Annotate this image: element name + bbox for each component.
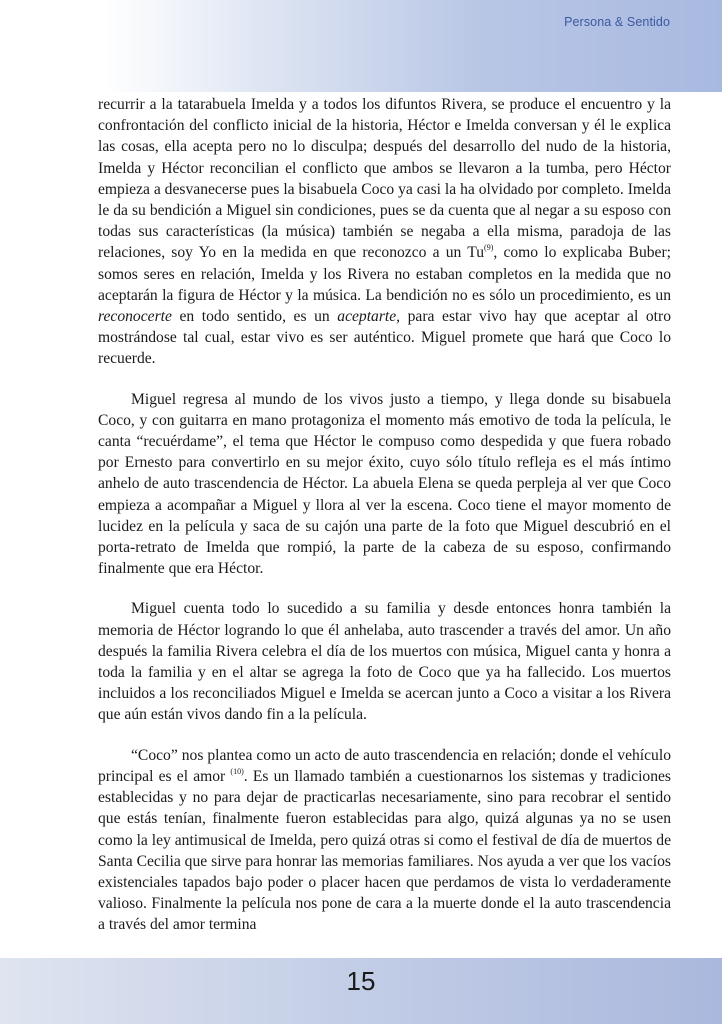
paragraph-1-text-a: recurrir a la tatarabuela Imelda y a todos los difuntos Rivera, se produce el encuentro y la confrontación del conflicto inicial de la historia, Héctor e Imelda conversan y él le explica las cosas, ella acepta pero no lo disculpa; después del desarrollo del nudo de la historia, Imelda y Héctor reconcilian el conflicto que ambos se llevaron a la tumba, pero Héctor empieza a desvanecerse pues la bisabuela Coco ya casi la ha olvidado por completo. Imelda le da su bendición a Miguel sin condiciones, pues se da cuenta que al negar a su esposo con todas sus características (la música) también se negaba a ella misma, paradoja de las relaciones, soy Yo en la medida en que reconozco a un Tu [98,96,671,262]
emphasis-reconocerte: reconocerte [98,308,172,326]
footnote-ref-10: (10) [230,766,244,776]
paragraph-2: Miguel regresa al mundo de los vivos justo a tiempo, y llega donde su bisabuela Coco, y con guitarra en mano protagoniza el momento más emotivo de toda la película, le canta “recuérdame”, el tema que Héctor le compuso como despedida y que fuera robado por Ernesto para convertirlo en su mejor éxito, cuyo sólo título refleja es el más íntimo anhelo de auto trascendencia de Héctor. La abuela Elena se queda perpleja al ver que Coco empieza a acompañar a Miguel y llora al ver la escena. Coco tiene el mayor momento de lucidez en la película y saca de su cajón una parte de la foto que Miguel descubrió en el porta-retrato de Imelda que rompió, la parte de la cabeza de su esposo, confirmando finalmente que era Héctor. [98,390,671,578]
page-body [98,94,671,955]
paragraph-1 [98,94,671,370]
paragraph-3: Miguel cuenta todo lo sucedido a su familia y desde entonces honra también la memoria de Héctor logrando lo que él anhelaba, auto trascender a través del amor. Un año después la familia Rivera celebra el día de los muertos con música, Miguel canta y honra a toda la familia y en el altar se agrega la foto de Coco que ya ha fallecido. Los muertos incluidos a los reconciliados Miguel e Imelda se acercan junto a Coco a visitar a los Rivera que aún están vivos dando fin a la película. [98,600,671,724]
emphasis-aceptarte: aceptarte, [337,308,401,326]
journal-title: Persona & Sentido [564,15,670,29]
paragraph-4 [98,745,671,936]
header-band [105,0,722,92]
paragraph-1-text-b: , como lo explicaba Buber; somos seres en relación, Imelda y los Rivera no estaban completos en la medida que no aceptarán la figura de Héctor y la música. La bendición no es sólo un procedimiento, es un [98,244,671,304]
page-number: 15 [346,966,376,996]
paragraph-4-text-b: . Es un llamado también a cuestionarnos los sistemas y tradiciones establecidas y no para dejar de practicarlas necesariamente, sino para recobrar el sentido que estás tenían, finalmente fueron establecidas para algo, quizá algunas ya no se usen como la ley antimusical de Imelda, pero quizá otras si como el festival de día de muertos de Santa Cecilia que sirve para honrar las memorias familiares. Nos ayuda a ver que los vacíos existenciales tapados bajo poder o placer hacen que perdamos de vista lo verdaderamente valioso. Finalmente la película nos pone de cara a la muerte donde el la auto trascendencia a través del amor termina [98,767,671,934]
paragraph-1-text-d: para estar vivo hay que aceptar al otro mostrándose tal cual, estar vivo es ser auténtico. Miguel promete que hará que Coco lo recuerde. [98,308,671,368]
footnote-ref-9: (9) [484,243,494,253]
paragraph-1-text-c: en todo sentido, es un [171,308,338,326]
paragraph-4-text-a: “Coco” nos plantea como un acto de auto trascendencia en relación; donde el vehículo principal es el amor [98,746,671,785]
